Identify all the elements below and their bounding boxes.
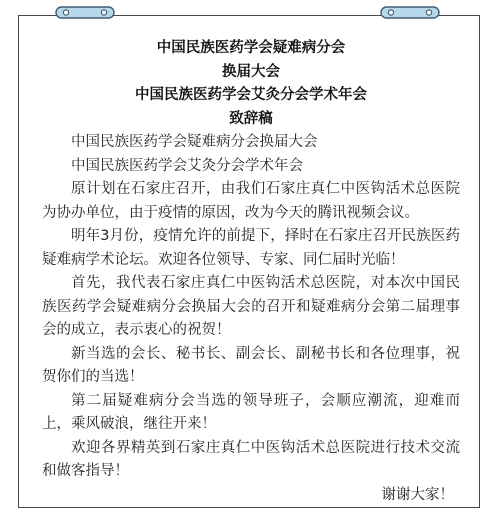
- body-paragraph: 欢迎各界精英到石家庄真仁中医钩活术总医院进行技术交流和做客指导！: [42, 439, 460, 479]
- body-paragraph: 明年3月份，疫情允许的前提下，择时在石家庄召开民族医药疑难病学术论坛。欢迎各位领导、专家、同仁届时光临！: [42, 228, 460, 268]
- speech-document: [18, 15, 480, 508]
- body-paragraph: 新当选的会长、秘书长、副会长、副秘书长和各位理事，祝贺你们的当选！: [42, 345, 460, 385]
- document-title-line-2: 换届大会: [222, 63, 280, 80]
- document-title-line-3: 中国民族医药学会艾灸分会学术年会: [135, 87, 367, 103]
- body-paragraph: 中国民族医药学会艾灸分会学术年会: [71, 157, 303, 174]
- body-paragraph: 中国民族医药学会疑难病分会换届大会: [71, 134, 318, 150]
- body-paragraph: 第二届疑难病分会当选的领导班子，会顺应潮流，迎难而上，乘风破浪，继往开来！: [42, 392, 460, 432]
- closing-text: 谢谢大家！: [381, 486, 454, 503]
- body-paragraph: 首先，我代表石家庄真仁中医钩活术总医院，对本次中国民族医药学会疑难病分会换届大会的召开和疑难病分会第二届理事会的成立，表示衷心的祝贺！: [42, 275, 460, 338]
- body-paragraph: 原计划在石家庄召开，由我们石家庄真仁中医钩活术总医院为协办单位，由于疫情的原因，改为今天的腾讯视频会议。: [42, 181, 460, 221]
- document-title-line-1: 中国民族医药学会疑难病分会: [156, 40, 346, 56]
- document-title-line-4: 致辞稿: [229, 110, 273, 127]
